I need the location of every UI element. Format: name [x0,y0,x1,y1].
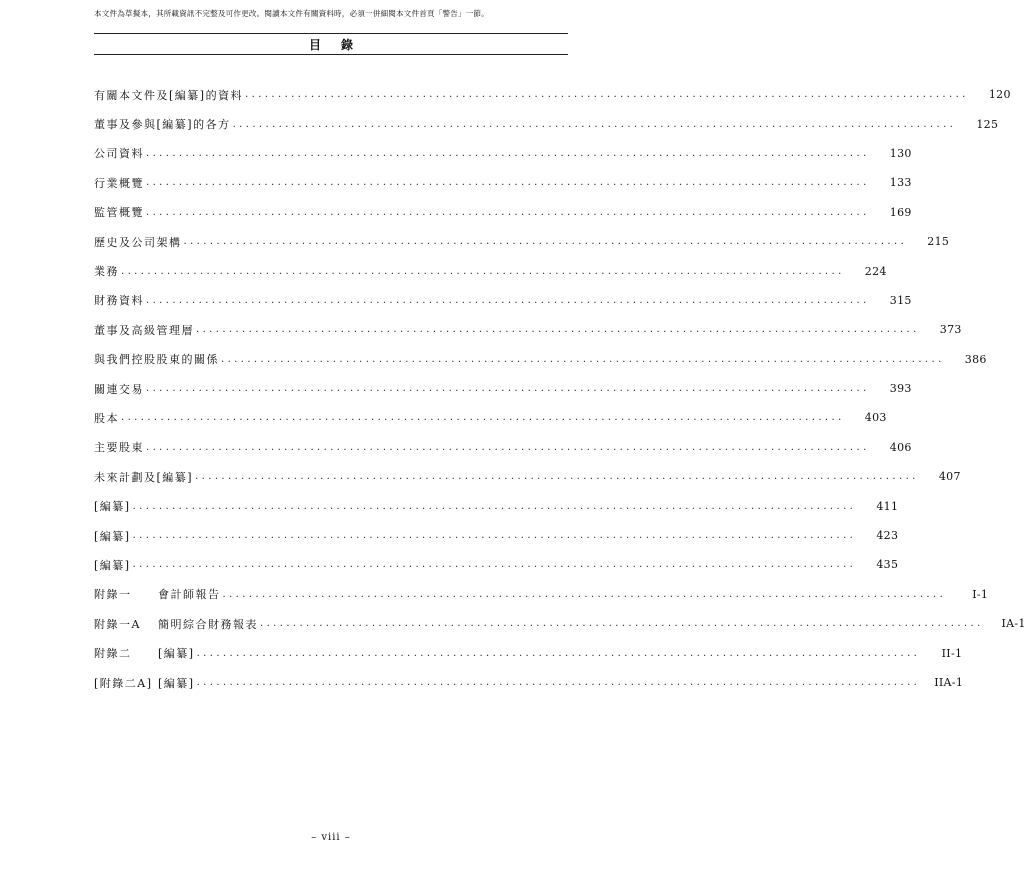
toc-prefix: 附錄二 [94,647,132,661]
toc-label: 與我們控股股東的關係 [94,353,219,367]
toc-label: 股本 [94,411,119,425]
toc-page-number: 120 [988,88,1011,102]
toc-label: [編纂] [94,558,131,572]
page-number-footer: – viii – [311,832,351,843]
toc-row[interactable] [94,580,989,609]
toc-page-number: 386 [964,352,987,366]
table-of-contents [94,80,1026,697]
toc-leader-dots: .............................................................................................................. [196,324,920,336]
toc-row[interactable] [94,315,962,344]
toc-row[interactable] [94,403,887,432]
toc-label: 未來計劃及[編纂] [94,470,194,484]
toc-label: 財務資料 [94,294,144,308]
toc-row[interactable] [94,168,912,197]
toc-leader-dots: .............................................................................................................. [222,588,947,600]
toc-leader-dots: .............................................................................................................. [121,412,845,424]
toc-row[interactable] [94,286,912,315]
toc-label: 關連交易 [94,382,144,396]
toc-page-number: 224 [864,264,887,278]
toc-label: 會計師報告 [158,588,221,602]
toc-leader-dots: .............................................................................................................. [146,294,870,306]
toc-row[interactable] [94,256,887,285]
toc-row[interactable] [94,462,961,491]
toc-leader-dots: .............................................................................................................. [146,383,870,395]
toc-page-number: IA-1 [1001,617,1026,631]
toc-page-number: 407 [938,470,961,484]
toc-label: [編纂] [94,529,131,543]
toc-row[interactable] [94,80,1011,109]
toc-leader-dots: .............................................................................................................. [195,471,919,483]
toc-label: 歷史及公司架構 [94,235,182,249]
toc-leader-dots: .............................................................................................................. [221,353,945,365]
toc-row[interactable] [94,550,899,579]
toc-prefix: 附錄一A [94,617,141,631]
toc-label: 董事及高級管理層 [94,323,194,337]
toc-page-number: 215 [927,235,950,249]
toc-leader-dots: .............................................................................................................. [132,530,857,542]
toc-label: 公司資料 [94,147,144,161]
toc-leader-dots: .............................................................................................................. [146,441,870,453]
toc-leader-dots: .............................................................................................................. [121,265,845,277]
toc-page-number: IIA-1 [934,676,964,689]
toc-page-number: I-1 [972,587,989,601]
title-bar [94,33,568,55]
toc-page-number: 315 [889,293,912,307]
toc-label: 主要股東 [94,441,144,455]
toc-row[interactable] [94,638,963,667]
toc-page-number: 373 [939,323,962,337]
toc-leader-dots: .............................................................................................................. [260,618,984,630]
toc-page-number: 435 [876,558,899,572]
toc-page-number: 403 [864,411,887,425]
toc-leader-dots: .............................................................................................................. [146,177,870,189]
toc-leader-dots: .............................................................................................................. [132,559,857,571]
toc-page-number: 423 [876,529,899,543]
toc-row[interactable] [94,345,987,374]
toc-leader-dots: .............................................................................................................. [146,206,870,218]
toc-label: [編纂] [158,676,195,690]
toc-page-number: 169 [889,205,912,219]
toc-row[interactable] [94,491,899,520]
page-title: 目錄 [308,37,373,52]
toc-page-number: II-1 [941,646,963,660]
toc-page-number: 133 [889,176,912,190]
toc-row[interactable] [94,521,899,550]
draft-warning-header: 本文件為草擬本，其所載資訊不完整及可作更改。閱讀本文件有關資料時，必須一併細閱本文件首頁「警告」一節。 [94,9,489,18]
toc-label: 董事及參與[編纂]的各方 [94,118,231,132]
toc-leader-dots: .............................................................................................................. [132,500,857,512]
toc-row[interactable] [94,139,912,168]
toc-leader-dots: .............................................................................................................. [196,677,921,688]
toc-page-number: 411 [876,499,899,513]
toc-label: 業務 [94,265,119,279]
toc-row[interactable] [94,609,1026,638]
toc-row[interactable] [94,433,912,462]
toc-page-number: 125 [976,117,999,131]
toc-leader-dots: .............................................................................................................. [183,236,908,248]
toc-page-number: 130 [889,146,912,160]
toc-label: 行業概覽 [94,176,144,190]
toc-label: 有關本文件及[編纂]的資料 [94,88,244,102]
toc-label: [編纂] [94,500,131,514]
toc-page-number: 406 [889,440,912,454]
toc-row[interactable] [94,668,964,697]
toc-label: 簡明綜合財務報表 [158,617,258,631]
toc-leader-dots: .............................................................................................................. [232,118,957,130]
toc-leader-dots: .............................................................................................................. [196,647,921,659]
toc-prefix: 附錄一 [94,588,132,602]
toc-row[interactable] [94,109,999,138]
toc-row[interactable] [94,374,912,403]
toc-page-number: 393 [889,382,912,396]
toc-row[interactable] [94,227,950,256]
toc-label: [編纂] [158,647,195,661]
toc-row[interactable] [94,198,912,227]
toc-leader-dots: .............................................................................................................. [146,147,870,159]
toc-leader-dots: .............................................................................................................. [245,89,969,101]
toc-label: 監管概覽 [94,206,144,220]
toc-prefix: [附錄二A] [94,676,153,690]
